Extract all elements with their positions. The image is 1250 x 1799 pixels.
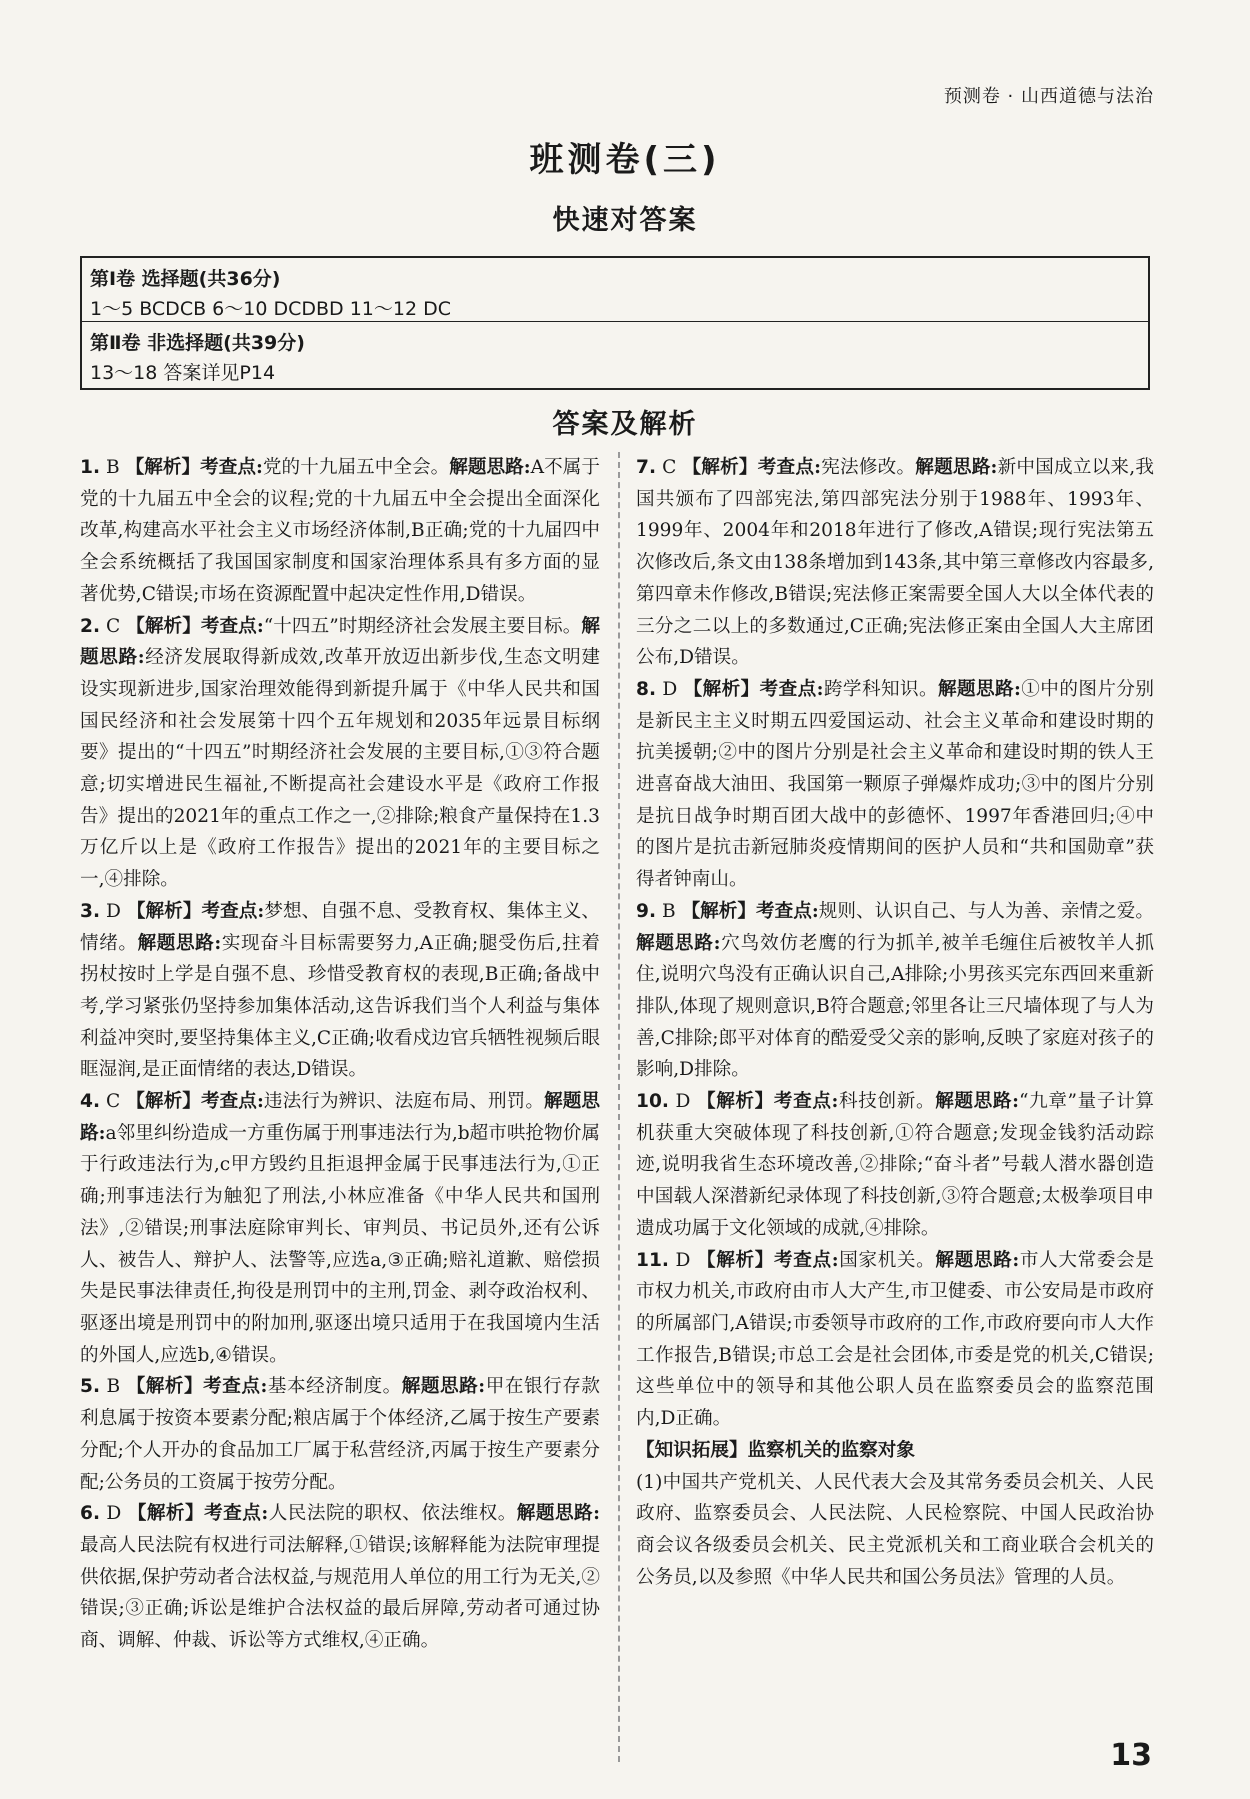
item-number: 7. — [636, 457, 657, 478]
item-sp-label: 解题思路: — [935, 1249, 1020, 1271]
item-number: 11. — [636, 1249, 669, 1271]
quick-answer-box — [80, 256, 1150, 390]
answer-item — [636, 674, 1154, 896]
item-text: 实现奋斗目标需要努力,A正确;腿受伤后,拄着拐杖按时上学是自强不息、珍惜受教育权的表现,B正确;备战中考,学习紧张仍坚持参加集体活动,这告诉我们当个人利益与集体利益冲突时,要坚持集体主义,C正确;收看戍边官兵牺牲视频后眼眶湿润,是正面情绪的表达,D错误。 — [80, 932, 600, 1081]
item-number: 2. — [80, 615, 101, 637]
answer-item — [80, 1371, 600, 1498]
item-answer: C — [106, 615, 121, 637]
item-sp-label: 解题思路: — [935, 1091, 1019, 1113]
item-sp-label: 解题思路: — [937, 678, 1021, 700]
item-number: 1. — [80, 457, 101, 478]
item-answer: D — [675, 1091, 691, 1113]
item-answer: C — [662, 457, 677, 478]
item-kp-label: 考查点: — [200, 615, 264, 637]
part1-answers: 1～5 BCDCB 6～10 DCDBD 11～12 DC — [90, 298, 451, 320]
item-kp-label: 考查点: — [773, 1091, 839, 1113]
series-header: 预测卷 · 山西道德与法治 — [943, 86, 1154, 107]
item-sp-label: 解题思路: — [80, 615, 600, 669]
knowledge-text: (1)中国共产党机关、人民代表大会及其常务委员会机关、人民政府、监察委员会、人民法院、人民检察院、中国人民政治协商会议各级委员会机关、民主党派机关和工商业联合会机关的公务员,以及参照《中华人民共和国公务员法》管理的人员。 — [636, 1471, 1154, 1588]
item-text: A不属于党的十九届五中全会的议程;党的十九届五中全会提出全面深化改革,构建高水平社会主义市场经济体制,B正确;党的十九届四中全会系统概括了我国国家制度和国家治理体系具有多方面的显著优势,C错误;市场在资源配置中起决定性作用,D错误。 — [80, 457, 600, 605]
item-tag: 【解析】 — [682, 457, 758, 478]
item-number: 3. — [80, 900, 101, 922]
right-column — [636, 452, 1154, 1593]
item-number: 5. — [80, 1376, 101, 1398]
item-kp-label: 考查点: — [756, 900, 819, 922]
item-sp-label: 解题思路: — [401, 1376, 486, 1398]
item-tag: 【解析】 — [126, 1091, 201, 1113]
item-sp-label: 解题思路: — [449, 457, 531, 478]
item-kp-text: “十四五”时期经济社会发展主要目标。 — [263, 615, 582, 637]
item-text: 最高人民法院有权进行司法解释,①错误;该解释能为法院审理提供依据,保护劳动者合法权益,与规范用人单位的用工行为无关,②错误;③正确;诉讼是维护合法权益的最后屏障,劳动者可通过协商、调解、仲裁、诉讼等方式维权,④正确。 — [80, 1534, 600, 1652]
page-title: 班测卷(三) — [529, 140, 721, 180]
item-tag: 【解析】 — [126, 900, 202, 922]
part1-title: 第Ⅰ卷 选择题(共36分) — [90, 268, 281, 290]
answer-item — [80, 896, 600, 1086]
item-text: 甲在银行存款利息属于按资本要素分配;粮店属于个体经济,乙属于按生产要素分配;个人开办的食品加工厂属于私营经济,丙属于按生产要素分配;公务员的工资属于按劳分配。 — [80, 1376, 600, 1493]
item-text: 市人大常委会是市权力机关,市政府由市人大产生,市卫健委、市公安局是市政府的所属部门,A错误;市委领导市政府的工作,市政府要向市人大作工作报告,B错误;市总工会是社会团体,市委是党的机关,C错误;这些单位中的领导和其他公职人员在监察委员会的监察范围内,D正确。 — [636, 1249, 1154, 1430]
item-number: 8. — [636, 678, 657, 700]
item-text: 穴鸟效仿老鹰的行为抓羊,被羊毛缠住后被牧羊人抓住,说明穴鸟没有正确认识自己,A排除;小男孩买完东西回来重新排队,体现了规则意识,B符合题意;邻里各让三尺墙体现了与人为善,C排除;郎平对体育的酷爱受父亲的影响,反映了家庭对孩子的影响,D排除。 — [636, 932, 1154, 1081]
item-tag: 【解析】 — [697, 1249, 774, 1271]
item-kp-text: 人民法院的职权、依法维权。 — [268, 1503, 517, 1525]
item-number: 6. — [80, 1503, 101, 1525]
item-tag: 【解析】 — [126, 615, 201, 637]
knowledge-extension — [636, 1435, 1154, 1467]
knowledge-title: 监察机关的监察对象 — [747, 1439, 915, 1461]
item-text: ①中的图片分别是新民主主义时期五四爱国运动、社会主义革命和建设时期的抗美援朝;②中的图片分别是社会主义革命和建设时期的铁人王进喜奋战大油田、我国第一颗原子弹爆炸成功;③中的图片分别是抗日战争时期百团大战中的彭德怀、1997年香港回归;④中的图片是抗击新冠肺炎疫情期间的医护人员和“共和国勋章”获得者钟南山。 — [636, 678, 1154, 891]
item-tag: 【解析】 — [126, 1376, 204, 1398]
item-kp-label: 考查点: — [200, 1091, 264, 1113]
answer-item — [80, 1498, 600, 1657]
item-number: 10. — [636, 1091, 669, 1113]
item-answer: D — [675, 1249, 691, 1271]
item-kp-label: 考查点: — [200, 457, 263, 478]
item-answer: B — [105, 457, 120, 478]
part2-title: 第Ⅱ卷 非选择题(共39分) — [90, 332, 305, 354]
item-kp-label: 考查点: — [773, 1249, 839, 1271]
item-text: “九章”量子计算机获重大突破体现了科技创新,①符合题意;发现金钱豹活动踪迹,说明我省生态环境改善,②排除;“奋斗者”号载人潜水器创造中国载人深潜新纪录体现了科技创新,③符合题意;太极拳项目申遗成功属于文化领域的成就,④排除。 — [636, 1091, 1154, 1239]
knowledge-tag: 【知识拓展】 — [636, 1439, 748, 1461]
item-answer: B — [106, 1376, 121, 1398]
item-tag: 【解析】 — [125, 457, 201, 478]
item-kp-text: 国家机关。 — [838, 1249, 936, 1271]
answer-item — [80, 452, 600, 611]
item-number: 4. — [80, 1091, 101, 1113]
item-sp-label: 解题思路: — [516, 1503, 600, 1525]
item-sp-label: 解题思路: — [915, 457, 998, 478]
item-answer: D — [105, 900, 121, 922]
item-text: 新中国成立以来,我国共颁布了四部宪法,第四部宪法分别于1988年、1993年、1999年、2004年和2018年进行了修改,A错误;现行宪法第五次修改后,条文由138条增加到143条,其中第三章修改内容最多,第四章未作修改,B错误;宪法修正案需要全国人大以全体代表的三分之二以上的多数通过,C正确;宪法修正案由全国人大主席团公布,D错误。 — [636, 457, 1154, 669]
item-sp-label: 解题思路: — [137, 932, 222, 954]
quick-answer-title: 快速对答案 — [552, 205, 698, 236]
answer-item — [80, 1086, 600, 1371]
item-kp-label: 考查点: — [204, 1503, 269, 1525]
item-kp-text: 违法行为辨识、法庭布局、刑罚。 — [263, 1091, 545, 1113]
answer-item — [636, 1086, 1154, 1245]
answer-item — [636, 1245, 1154, 1435]
item-kp-text: 科技创新。 — [838, 1091, 936, 1113]
item-answer: B — [661, 900, 676, 922]
item-kp-text: 基本经济制度。 — [267, 1376, 402, 1398]
item-kp-label: 考查点: — [201, 900, 265, 922]
item-kp-text: 党的十九届五中全会。 — [262, 457, 450, 478]
item-answer: C — [106, 1091, 121, 1113]
part2-answers: 13～18 答案详见P14 — [90, 362, 276, 384]
answer-item — [636, 452, 1154, 674]
item-sp-label: 解题思路: — [636, 932, 721, 954]
item-kp-label: 考查点: — [203, 1376, 268, 1398]
item-number: 9. — [636, 900, 657, 922]
item-tag: 【解析】 — [696, 1091, 774, 1113]
item-answer: D — [106, 1503, 122, 1525]
item-sp-label: 解题思路: — [80, 1091, 600, 1144]
item-kp-text: 宪法修改。 — [821, 457, 916, 478]
item-tag: 【解析】 — [683, 678, 760, 700]
page-number: 13 — [1110, 1738, 1152, 1773]
analysis-title: 答案及解析 — [552, 409, 698, 440]
item-kp-text: 规则、认识自己、与人为善、亲情之爱。 — [818, 900, 1154, 922]
item-answer: D — [662, 678, 678, 700]
item-kp-text: 跨学科知识。 — [823, 678, 938, 700]
item-kp-text: 梦想、自强不息、受教育权、集体主义、情绪。 — [80, 900, 600, 954]
part2-section — [82, 321, 1148, 384]
answer-item — [636, 896, 1154, 1086]
left-column — [80, 452, 600, 1657]
item-tag: 【解析】 — [127, 1503, 205, 1525]
item-text: a邻里纠纷造成一方重伤属于刑事违法行为,b超市哄抢物价属于行政违法行为,c甲方毁约且拒退押金属于民事违法行为,①正确;刑事违法行为触犯了刑法,小林应准备《中华人民共和国刑法》,②错误;刑事法庭除审判长、审判员、书记员外,还有公诉人、被告人、辩护人、法警等,应选a,③正确;赔礼道歉、赔偿损失是民事法律责任,拘役是刑罚中的主刑,罚金、剥夺政治权利、驱逐出境是刑罚中的附加刑,驱逐出境只适用于在我国境内生活的外国人,应选b,④错误。 — [80, 1122, 600, 1366]
item-kp-label: 考查点: — [757, 457, 822, 478]
item-tag: 【解析】 — [681, 900, 757, 922]
item-kp-label: 考查点: — [759, 678, 824, 700]
answer-item — [80, 611, 600, 896]
column-divider — [618, 452, 620, 1762]
part1-section — [82, 258, 1148, 321]
item-text: 经济发展取得新成效,改革开放迈出新步伐,生态文明建设实现新进步,国家治理效能得到新提升属于《中华人民共和国国民经济和社会发展第十四个五年规划和2035年远景目标纲要》提出的“十四五”时期经济社会发展的主要目标,①③符合题意;切实增进民生福祉,不断提高社会建设水平是《政府工作报告》提出的2021年的重点工作之一,②排除;粮食产量保持在1.3万亿斤以上是《政府工作报告》提出的2021年的主要目标之一,④排除。 — [80, 647, 600, 891]
